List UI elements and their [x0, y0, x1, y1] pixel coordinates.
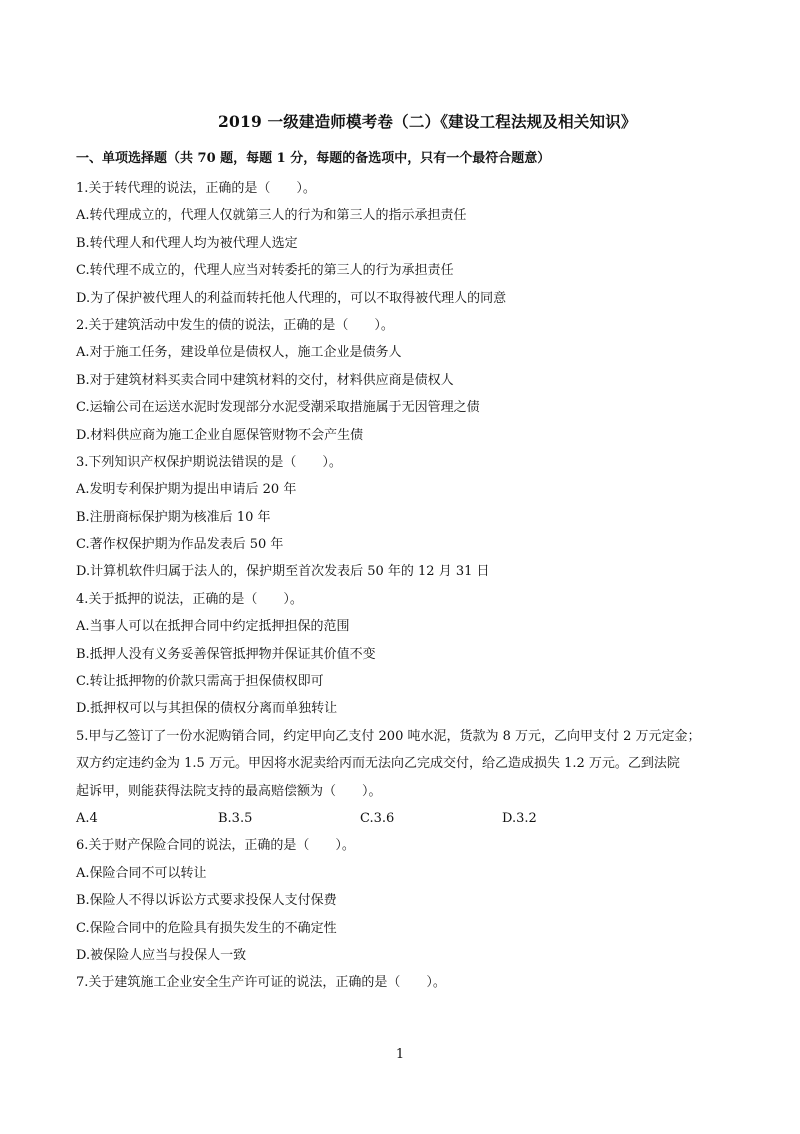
question-4-stem: 4.关于抵押的说法，正确的是（ ）。: [76, 591, 303, 607]
question-5-option-d: D.3.2: [502, 810, 537, 826]
question-5-option-b: B.3.5: [218, 810, 253, 826]
question-4-option-c: C.转让抵押物的价款只需高于担保债权即可: [76, 674, 324, 690]
question-4-option-a: A.当事人可以在抵押合同中约定抵押担保的范围: [76, 619, 350, 635]
question-6-option-a: A.保险合同不可以转让: [76, 865, 207, 881]
question-2-option-b: B.对于建筑材料买卖合同中建筑材料的交付，材料供应商是债权人: [76, 372, 454, 388]
question-1-option-a: A.转代理成立的，代理人仅就第三人的行为和第三人的指示承担责任: [76, 208, 467, 224]
question-1-option-d: D.为了保护被代理人的利益而转托他人代理的，可以不取得被代理人的同意: [76, 290, 507, 306]
page-number: 1: [395, 1047, 405, 1062]
question-5-stem-line-1: 5.甲与乙签订了一份水泥购销合同，约定甲向乙支付 200 吨水泥，货款为 8 万元，乙向甲支付 2 万元定金；: [76, 728, 701, 744]
question-1-option-b: B.转代理人和代理人均为被代理人选定: [76, 235, 298, 251]
question-6-stem: 6.关于财产保险合同的说法，正确的是（ ）。: [76, 838, 355, 854]
question-2-stem: 2.关于建筑活动中发生的债的说法，正确的是（ ）。: [76, 317, 394, 333]
question-5-options: [76, 805, 736, 832]
question-list: [76, 175, 736, 997]
question-2-option-a: A.对于施工任务，建设单位是债权人，施工企业是债务人: [76, 345, 402, 361]
question-2-option-c: C.运输公司在运送水泥时发现部分水泥受潮采取措施属于无因管理之债: [76, 400, 480, 416]
question-5-option-a: A.4: [76, 810, 98, 826]
question-5-stem-line-3: 起诉甲，则能获得法院支持的最高赔偿额为（ ）。: [76, 783, 382, 799]
question-3-option-d: D.计算机软件归属于法人的，保护期至首次发表后 50 年的 12 月 31 日: [76, 564, 490, 580]
question-5-option-c: C.3.6: [360, 810, 395, 826]
question-5-stem-line-2: 双方约定违约金为 1.5 万元。甲因将水泥卖给丙而无法向乙完成交付，给乙造成损失 1.2 万元。乙到法院: [76, 756, 680, 772]
question-7-stem: 7.关于建筑施工企业安全生产许可证的说法，正确的是（ ）。: [76, 975, 446, 991]
question-4-option-b: B.抵押人没有义务妥善保管抵押物并保证其价值不变: [76, 646, 376, 662]
question-3-option-b: B.注册商标保护期为核准后 10 年: [76, 509, 271, 525]
question-2-option-d: D.材料供应商为施工企业自愿保管财物不会产生债: [76, 427, 364, 443]
question-6-option-b: B.保险人不得以诉讼方式要求投保人支付保费: [76, 893, 337, 909]
page-title: 2019 一级建造师模考卷（二）《建设工程法规及相关知识》: [218, 112, 637, 131]
question-1-option-c: C.转代理不成立的，代理人应当对转委托的第三人的行为承担责任: [76, 263, 454, 279]
question-3-option-c: C.著作权保护期为作品发表后 50 年: [76, 537, 284, 553]
question-3-option-a: A.发明专利保护期为提出申请后 20 年: [76, 482, 297, 498]
question-3-stem: 3.下列知识产权保护期说法错误的是（ ）。: [76, 454, 342, 470]
question-4-option-d: D.抵押权可以与其担保的债权分离而单独转让: [76, 701, 338, 717]
section-heading: 一、单项选择题（共 70 题，每题 1 分，每题的备选项中，只有一个最符合题意）: [76, 151, 551, 166]
question-1-stem: 1.关于转代理的说法，正确的是（ ）。: [76, 181, 316, 196]
question-6-option-d: D.被保险人应当与投保人一致: [76, 947, 247, 963]
question-6-option-c: C.保险合同中的危险具有损失发生的不确定性: [76, 920, 337, 936]
